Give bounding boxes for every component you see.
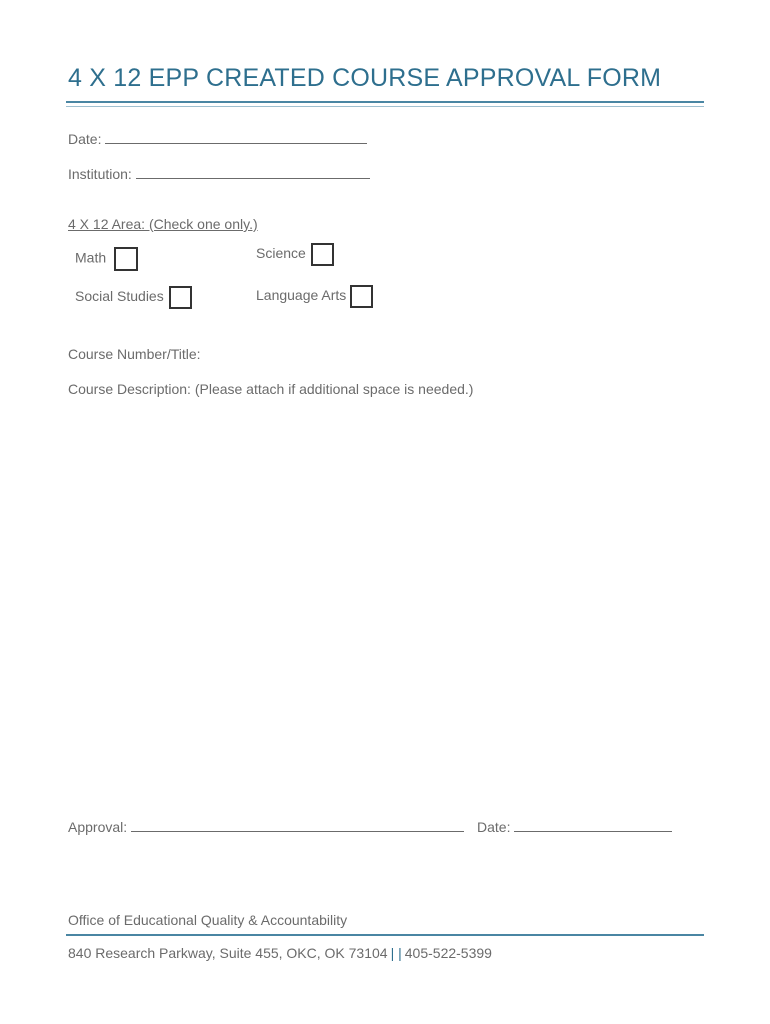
area-heading: 4 X 12 Area: (Check one only.) [68,216,258,232]
social-studies-checkbox[interactable] [169,286,192,309]
language-arts-label: Language Arts [256,287,347,304]
science-checkbox[interactable] [311,243,334,266]
area-option-language-arts [256,285,373,308]
course-number-label: Course Number/Title: [68,346,201,362]
approval-date-label: Date: [477,819,511,835]
math-checkbox[interactable] [114,247,138,271]
institution-input-line[interactable] [136,164,370,179]
footer-address: 840 Research Parkway, Suite 455, OKC, OK 73104 [68,945,388,961]
form-title: 4 X 12 EPP CREATED COURSE APPROVAL FORM [68,64,662,92]
institution-field [68,164,370,182]
social-studies-label: Social Studies [75,288,164,305]
science-label: Science [256,245,306,262]
date-input-line[interactable] [105,129,367,144]
area-option-social-studies [75,286,192,309]
approval-field [68,817,464,835]
course-description-label: Course Description: (Please attach if additional space is needed.) [68,381,474,397]
approval-date-field [477,817,672,835]
approval-date-line[interactable] [514,817,672,832]
date-label: Date: [68,131,102,147]
approval-label: Approval: [68,819,128,835]
title-divider [66,101,704,103]
footer-divider [66,934,704,936]
footer-contact [68,945,492,961]
language-arts-checkbox[interactable] [350,285,373,308]
math-label: Math [75,249,107,266]
approval-signature-line[interactable] [131,817,464,832]
date-field [68,129,367,147]
footer-phone: 405-522-5399 [404,945,492,961]
institution-label: Institution: [68,166,132,182]
footer-separator: | | [390,945,402,961]
title-divider-thin [66,106,704,107]
area-option-math [75,247,138,271]
area-option-science [256,243,334,266]
footer-office-name: Office of Educational Quality & Accountability [68,912,348,928]
